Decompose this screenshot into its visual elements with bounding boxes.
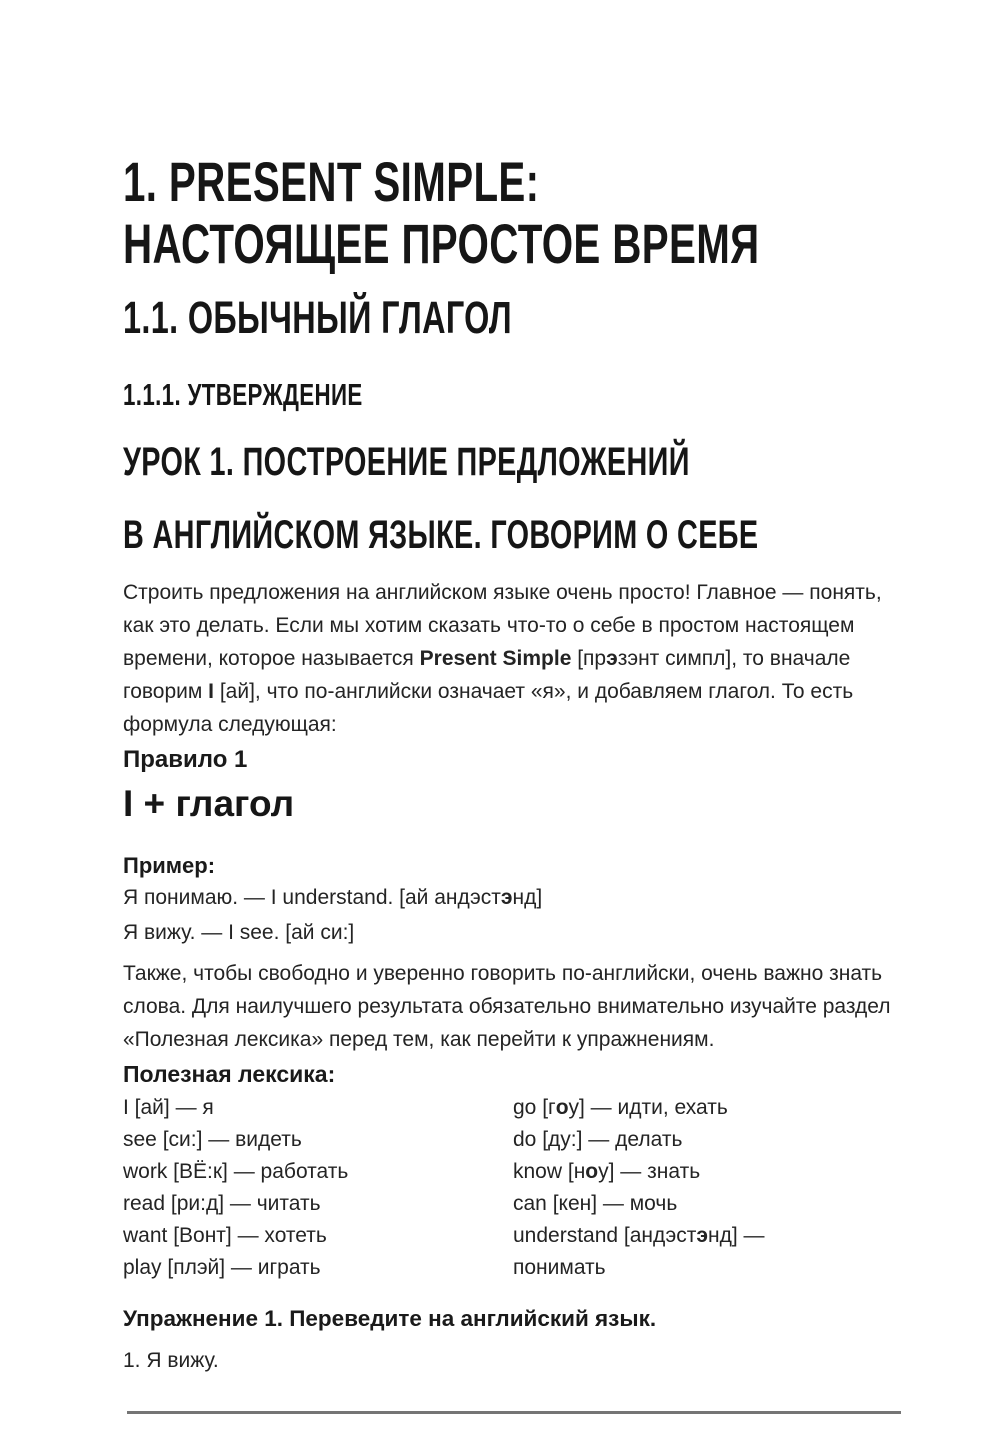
vocabulary-columns — [123, 1092, 905, 1284]
exercise-title: Упражнение 1. Переведите на английский язык. — [123, 1306, 657, 1331]
exercise-item: 1. Я вижу. — [123, 1349, 219, 1372]
vocab-item: go [гоу] — идти, ехать — [513, 1096, 728, 1119]
vocab-item: want [Вонт] — хотеть — [123, 1224, 327, 1247]
vocab-item: work [ВЁ:к] — работать — [123, 1160, 349, 1183]
example-item: Я вижу. — I see. [ай си:] — [123, 921, 355, 944]
page-divider-line — [127, 1411, 901, 1414]
vocab-item: I [ай] — я — [123, 1096, 214, 1119]
vocab-item: know [ноу] — знать — [513, 1160, 701, 1183]
lesson-title — [123, 438, 905, 559]
chapter-title-line2: НАСТОЯЩЕЕ ПРОСТОЕ ВРЕМЯ — [123, 212, 760, 275]
vocabulary-left-column — [123, 1092, 513, 1284]
lesson-title-line2: В АНГЛИЙСКОМ ЯЗЫКЕ. ГОВОРИМ О СЕБЕ — [123, 513, 759, 557]
vocab-item: do [ду:] — делать — [513, 1128, 683, 1151]
rule-formula: I + глагол — [123, 783, 295, 824]
subsection-title: 1.1.1. УТВЕРЖДЕНИЕ — [123, 377, 363, 412]
vocab-item: understand [андэстэнд] — понимать — [513, 1224, 765, 1279]
lesson-title-line1: УРОК 1. ПОСТРОЕНИЕ ПРЕДЛОЖЕНИЙ — [123, 440, 690, 484]
chapter-title-line1: 1. PRESENT SIMPLE: — [123, 150, 540, 213]
section-title: 1.1. ОБЫЧНЫЙ ГЛАГОЛ — [123, 292, 513, 343]
example-label: Пример: — [123, 853, 216, 878]
note-paragraph: Также, чтобы свободно и уверенно говорить по-английски, очень важно знать слова. Для наилучшего результата обязательно внимательно изучайте раздел «Полезная лексика» перед тем, как перейти к упражнениям. — [123, 962, 891, 1051]
rule-label: Правило 1 — [123, 746, 248, 773]
vocab-item: read [ри:д] — читать — [123, 1192, 321, 1215]
intro-paragraph: Строить предложения на английском языке очень просто! Главное — понять, как это делать. Если мы хотим сказать что-то о себе в простом настоящем времени, которое называется Present Simple [прэзэнт симпл], то вначале говорим I [ай], что по-английски означает «я», и добавляем глагол. То есть формула следующая: — [123, 581, 882, 736]
chapter-title — [123, 151, 905, 275]
example-item: Я понимаю. — I understand. [ай андэстэнд] — [123, 886, 543, 909]
vocabulary-label: Полезная лексика: — [123, 1061, 336, 1087]
vocab-item: play [плэй] — играть — [123, 1256, 321, 1279]
vocab-item: can [кен] — мочь — [513, 1192, 678, 1215]
example-list — [123, 880, 905, 950]
vocabulary-right-column — [513, 1092, 823, 1284]
vocab-item: see [си:] — видеть — [123, 1128, 302, 1151]
